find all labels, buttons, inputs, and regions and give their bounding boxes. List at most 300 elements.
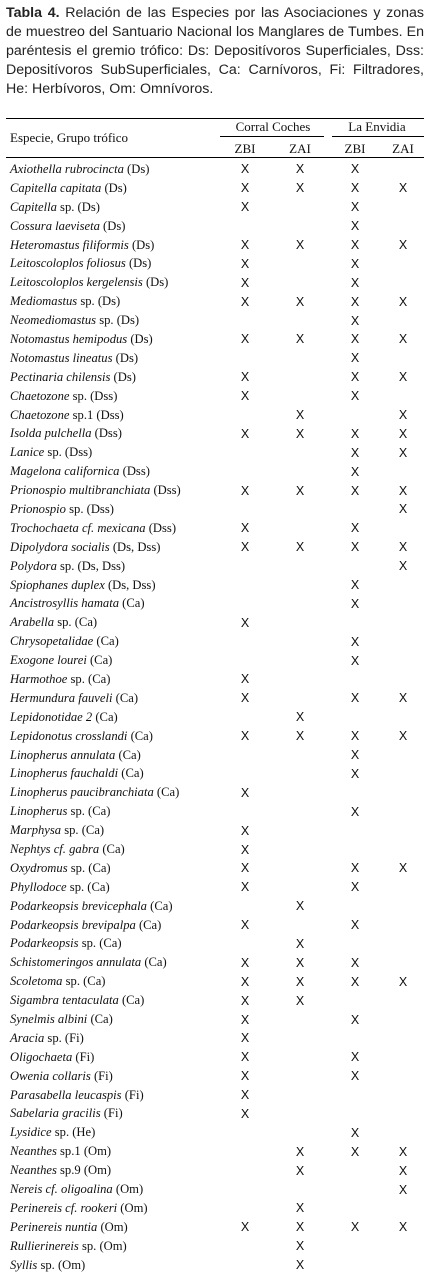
trophic-group: sp. (Fi) — [44, 1030, 84, 1045]
table-row — [6, 254, 424, 273]
table-row — [6, 651, 424, 670]
table-row — [6, 368, 424, 387]
presence-cell: X — [240, 861, 250, 876]
table-row — [6, 1105, 424, 1124]
trophic-group: (Om) — [117, 1200, 148, 1215]
species-name: Phyllodoce — [10, 879, 67, 894]
presence-cell — [218, 349, 272, 368]
presence-cell — [382, 765, 424, 784]
species-cell — [6, 462, 218, 481]
presence-cell: X — [240, 483, 250, 498]
presence-cell — [272, 651, 328, 670]
trophic-group: sp. (Ds) — [77, 294, 121, 309]
presence-cell — [382, 160, 424, 179]
presence-cell — [328, 613, 382, 632]
presence-cell — [272, 878, 328, 897]
trophic-group: (Ca) — [118, 993, 145, 1008]
presence-cell: X — [350, 578, 360, 593]
species-cell — [6, 519, 218, 538]
species-cell — [6, 1010, 218, 1029]
group-header-corral-coches: Corral Coches — [235, 119, 311, 134]
trophic-group: sp. (Ca) — [61, 823, 105, 838]
presence-cell — [218, 1180, 272, 1199]
presence-cell: X — [398, 370, 408, 385]
trophic-group: (Fi) — [90, 1068, 113, 1083]
presence-cell: X — [295, 294, 305, 309]
species-name: Linopherus fauchaldi — [10, 766, 119, 781]
presence-cell — [218, 462, 272, 481]
presence-cell: X — [240, 181, 250, 196]
presence-cell — [272, 557, 328, 576]
species-cell — [6, 783, 218, 802]
table-row — [6, 1123, 424, 1142]
presence-cell — [218, 765, 272, 784]
presence-cell: X — [240, 1088, 250, 1103]
presence-cell — [382, 821, 424, 840]
presence-cell: X — [240, 1031, 250, 1046]
species-name: Notomastus hemipodus — [10, 331, 128, 346]
species-cell — [6, 727, 218, 746]
trophic-group: sp. (Ca) — [67, 671, 111, 686]
trophic-group: (Ca) — [92, 709, 118, 724]
trophic-group: (Ds) — [127, 331, 153, 346]
presence-cell — [218, 897, 272, 916]
presence-cell — [272, 1010, 328, 1029]
table-row — [6, 859, 424, 878]
presence-cell: X — [240, 729, 250, 744]
presence-cell: X — [240, 691, 250, 706]
presence-cell: X — [350, 1050, 360, 1065]
presence-cell — [328, 991, 382, 1010]
table-row — [6, 500, 424, 519]
presence-cell: X — [350, 861, 360, 876]
presence-cell — [218, 576, 272, 595]
trophic-group: (Ca) — [93, 634, 119, 649]
table-row — [6, 424, 424, 443]
presence-cell — [328, 821, 382, 840]
species-name: Prionospio — [10, 501, 66, 516]
species-name: Chaetozone — [10, 388, 70, 403]
presence-cell — [218, 500, 272, 519]
presence-cell — [382, 953, 424, 972]
presence-cell — [272, 746, 328, 765]
presence-cell — [328, 708, 382, 727]
presence-cell: X — [295, 540, 305, 555]
presence-cell — [218, 632, 272, 651]
presence-cell: X — [350, 370, 360, 385]
presence-cell — [272, 368, 328, 387]
presence-cell — [382, 897, 424, 916]
presence-cell: X — [295, 974, 305, 989]
presence-cell: X — [398, 729, 408, 744]
presence-cell: X — [398, 1163, 408, 1178]
trophic-group: (Dss) — [150, 483, 181, 498]
presence-cell: X — [240, 615, 250, 630]
presence-cell: X — [350, 256, 360, 271]
presence-cell: X — [350, 332, 360, 347]
presence-cell — [382, 462, 424, 481]
species-cell — [6, 500, 218, 519]
table-row — [6, 670, 424, 689]
presence-cell: X — [295, 1163, 305, 1178]
trophic-group: (Ds) — [128, 237, 155, 252]
species-name: Lepidonotidae 2 — [10, 709, 93, 724]
table-row — [6, 443, 424, 462]
presence-cell — [272, 1067, 328, 1086]
header-bottom-rule — [6, 157, 424, 158]
species-name: Spiophanes duplex — [10, 577, 105, 592]
species-cell — [6, 594, 218, 613]
presence-cell: X — [240, 1069, 250, 1084]
presence-cell: X — [350, 880, 360, 895]
presence-cell — [272, 443, 328, 462]
presence-cell: X — [240, 332, 250, 347]
table-row — [6, 708, 424, 727]
species-name: Synelmis albini — [10, 1012, 88, 1027]
species-name: Notomastus lineatus — [10, 350, 113, 365]
presence-cell — [272, 349, 328, 368]
presence-cell: X — [350, 483, 360, 498]
presence-cell: X — [295, 483, 305, 498]
presence-cell: X — [240, 1220, 250, 1235]
presence-cell — [382, 1199, 424, 1218]
species-cell — [6, 1048, 218, 1067]
presence-cell: X — [240, 672, 250, 687]
species-cell — [6, 481, 218, 500]
subcol-header-cc-zai: ZAI — [289, 141, 311, 156]
presence-cell — [328, 1086, 382, 1105]
species-name: Cossura laeviseta — [10, 218, 100, 233]
table-row — [6, 1048, 424, 1067]
species-name: Isolda pulchella — [10, 426, 92, 441]
trophic-group: sp. (Ca) — [67, 860, 111, 875]
presence-cell — [272, 670, 328, 689]
presence-cell: X — [350, 1125, 360, 1140]
trophic-group: sp. (Ds, Dss) — [56, 558, 126, 573]
group-rule-la-envidia — [332, 136, 424, 137]
species-cell — [6, 765, 218, 784]
presence-cell — [272, 1123, 328, 1142]
presence-cell — [328, 1256, 382, 1275]
species-cell — [6, 1067, 218, 1086]
group-header-la-envidia: La Envidia — [348, 119, 406, 134]
table-row — [6, 406, 424, 425]
presence-cell: X — [240, 275, 250, 290]
trophic-group: (Ds) — [123, 161, 150, 176]
species-name: Leitoscoloplos kergelensis — [10, 275, 143, 290]
presence-cell: X — [398, 691, 408, 706]
trophic-group: (Ca) — [112, 690, 139, 705]
presence-cell: X — [350, 1220, 360, 1235]
presence-cell — [218, 311, 272, 330]
presence-cell — [218, 708, 272, 727]
presence-cell: X — [398, 332, 408, 347]
presence-cell — [382, 1237, 424, 1256]
species-cell — [6, 198, 218, 217]
trophic-group: (Ca) — [87, 1012, 113, 1027]
species-cell — [6, 708, 218, 727]
trophic-group: sp. (Ca) — [54, 615, 98, 630]
col-header-species: Especie, Grupo trófico — [10, 130, 129, 145]
presence-cell: X — [350, 464, 360, 479]
table-row — [6, 1199, 424, 1218]
presence-cell — [272, 765, 328, 784]
presence-cell: X — [398, 294, 408, 309]
presence-cell: X — [350, 426, 360, 441]
presence-cell — [328, 1199, 382, 1218]
species-name: Syllis — [10, 1257, 38, 1272]
trophic-group: (Ds, Dss) — [104, 577, 156, 592]
species-name: Exogone lourei — [10, 653, 87, 668]
species-name: Capitella capitata — [10, 180, 102, 195]
presence-cell — [218, 1123, 272, 1142]
table-caption — [6, 4, 424, 99]
presence-cell: X — [350, 445, 360, 460]
presence-cell: X — [398, 238, 408, 252]
table-row — [6, 519, 424, 538]
table-row — [6, 746, 424, 765]
species-name: Pectinaria chilensis — [10, 369, 111, 384]
presence-cell: X — [240, 256, 250, 271]
species-cell — [6, 538, 218, 557]
presence-cell — [218, 802, 272, 821]
presence-cell — [382, 273, 424, 292]
table-row — [6, 179, 424, 198]
presence-cell: X — [350, 521, 360, 536]
presence-cell: X — [240, 1012, 250, 1027]
presence-cell — [272, 613, 328, 632]
presence-cell: X — [295, 936, 305, 951]
presence-cell — [272, 594, 328, 613]
species-name: Podarkeopsis brevipalpa — [10, 917, 136, 932]
trophic-group: (Ca) — [99, 842, 125, 856]
presence-cell: X — [398, 1144, 408, 1159]
presence-cell — [382, 651, 424, 670]
table-row — [6, 292, 424, 311]
species-name: Axiothella rubrocincta — [10, 161, 124, 176]
presence-cell: X — [398, 559, 408, 574]
presence-cell — [382, 387, 424, 406]
trophic-group: sp. (Ca) — [78, 936, 122, 951]
presence-cell — [382, 1123, 424, 1142]
species-cell — [6, 1029, 218, 1048]
presence-cell: X — [295, 1220, 305, 1235]
species-cell — [6, 1142, 218, 1161]
presence-cell: X — [295, 955, 305, 970]
presence-cell — [272, 916, 328, 935]
table-row — [6, 953, 424, 972]
presence-cell: X — [350, 275, 360, 290]
presence-cell: X — [350, 748, 360, 763]
presence-cell — [382, 632, 424, 651]
presence-cell — [272, 519, 328, 538]
presence-cell — [218, 746, 272, 765]
presence-cell — [382, 349, 424, 368]
subcol-header-cc-zbi: ZBI — [234, 141, 256, 156]
species-cell — [6, 1161, 218, 1180]
species-name: Rullierinereis — [10, 1238, 79, 1253]
species-name: Perinereis nuntia — [10, 1219, 98, 1234]
presence-cell: X — [295, 408, 305, 423]
presence-cell — [382, 1086, 424, 1105]
species-name: Arabella — [10, 615, 55, 630]
presence-cell: X — [350, 1144, 360, 1159]
trophic-group: (Ca) — [118, 766, 144, 781]
presence-cell — [328, 1105, 382, 1124]
table-row — [6, 991, 424, 1010]
presence-cell: X — [240, 1106, 250, 1121]
trophic-group: (Fi) — [72, 1049, 95, 1064]
species-name: Sigambra tentaculata — [10, 993, 119, 1008]
species-name: Marphysa — [10, 823, 62, 838]
table-row — [6, 972, 424, 991]
species-name: Dipolydora socialis — [10, 539, 110, 554]
species-cell — [6, 443, 218, 462]
trophic-group: (Fi) — [100, 1106, 123, 1121]
species-cell — [6, 1199, 218, 1218]
presence-cell — [382, 1048, 424, 1067]
presence-cell — [382, 840, 424, 859]
presence-cell: X — [350, 804, 360, 819]
species-cell — [6, 991, 218, 1010]
table-row — [6, 576, 424, 595]
species-cell — [6, 368, 218, 387]
trophic-group: (Ds) — [99, 218, 126, 233]
presence-cell — [328, 1161, 382, 1180]
species-cell — [6, 1237, 218, 1256]
species-cell — [6, 273, 218, 292]
presence-cell: X — [350, 1069, 360, 1084]
species-cell — [6, 406, 218, 425]
presence-cell — [382, 1029, 424, 1048]
species-cell — [6, 1123, 218, 1142]
presence-cell: X — [398, 861, 408, 876]
trophic-group: (Ca) — [119, 596, 145, 611]
presence-cell — [382, 783, 424, 802]
presence-cell: X — [398, 181, 408, 196]
presence-cell — [328, 500, 382, 519]
presence-cell: X — [240, 521, 250, 536]
group-rule-corral-coches — [220, 136, 324, 137]
table-row — [6, 821, 424, 840]
presence-cell — [382, 1067, 424, 1086]
species-cell — [6, 1180, 218, 1199]
species-name: Neanthes — [10, 1144, 57, 1159]
presence-cell — [272, 1180, 328, 1199]
trophic-group: (Fi) — [121, 1087, 144, 1102]
table-row — [6, 311, 424, 330]
presence-cell — [272, 1029, 328, 1048]
presence-cell — [218, 1256, 272, 1275]
presence-cell: X — [295, 710, 305, 725]
presence-cell: X — [240, 370, 250, 385]
presence-cell: X — [350, 653, 360, 668]
presence-cell — [218, 594, 272, 613]
species-cell — [6, 236, 218, 255]
trophic-group: (Ca) — [153, 785, 180, 800]
table-row — [6, 198, 424, 217]
presence-cell: X — [295, 729, 305, 744]
trophic-group: (Ca) — [146, 898, 173, 913]
presence-cell — [218, 935, 272, 954]
trophic-group: sp. (Ca) — [62, 974, 106, 989]
species-cell — [6, 576, 218, 595]
trophic-group: sp. (Ds) — [96, 313, 140, 328]
presence-cell: X — [350, 162, 360, 177]
presence-cell: X — [398, 483, 408, 498]
table-row — [6, 273, 424, 292]
trophic-group: (Ds) — [142, 275, 169, 290]
trophic-group: sp. (Om) — [37, 1257, 86, 1272]
species-cell — [6, 1105, 218, 1124]
trophic-group: sp. (Dss) — [44, 445, 93, 460]
presence-cell — [272, 217, 328, 236]
presence-cell — [382, 991, 424, 1010]
presence-cell — [218, 217, 272, 236]
presence-cell: X — [350, 313, 360, 328]
table-row — [6, 217, 424, 236]
table-row — [6, 1256, 424, 1275]
presence-cell — [382, 311, 424, 330]
presence-cell: X — [295, 1144, 305, 1159]
presence-cell — [382, 254, 424, 273]
presence-cell: X — [295, 1258, 305, 1273]
presence-cell: X — [350, 1012, 360, 1027]
trophic-group: (Ca) — [141, 955, 167, 970]
table-row — [6, 765, 424, 784]
presence-cell: X — [240, 162, 250, 177]
presence-cell — [272, 254, 328, 273]
presence-cell: X — [398, 974, 408, 989]
presence-cell — [218, 1237, 272, 1256]
trophic-group: sp. (Ds) — [56, 199, 100, 214]
presence-cell: X — [295, 899, 305, 914]
species-name: Hermundura fauveli — [10, 690, 113, 705]
species-name: Oligochaeta — [10, 1049, 73, 1064]
table-row — [6, 1218, 424, 1237]
presence-cell — [272, 859, 328, 878]
presence-cell — [272, 500, 328, 519]
presence-cell — [272, 840, 328, 859]
presence-cell — [272, 576, 328, 595]
species-cell — [6, 330, 218, 349]
species-cell — [6, 632, 218, 651]
species-name: Oxydromus — [10, 860, 68, 875]
trophic-group: (Ds) — [125, 256, 152, 271]
species-name: Harmothoe — [10, 671, 68, 686]
species-cell — [6, 859, 218, 878]
table-row — [6, 613, 424, 632]
presence-cell: X — [240, 200, 250, 215]
presence-cell — [328, 897, 382, 916]
trophic-group: (Om) — [112, 1182, 144, 1197]
presence-cell — [272, 689, 328, 708]
species-name: Capitella — [10, 199, 57, 214]
species-cell — [6, 292, 218, 311]
presence-cell — [382, 670, 424, 689]
species-name: Lepidonotus crosslandi — [10, 728, 128, 743]
presence-cell — [382, 576, 424, 595]
presence-cell: X — [398, 445, 408, 460]
table-row — [6, 1180, 424, 1199]
caption-label: Tabla 4. — [6, 5, 60, 21]
species-name: Schistomeringos annulata — [10, 955, 142, 970]
presence-cell: X — [295, 426, 305, 441]
presence-cell — [218, 1199, 272, 1218]
table-row — [6, 935, 424, 954]
species-cell — [6, 613, 218, 632]
presence-cell — [272, 311, 328, 330]
